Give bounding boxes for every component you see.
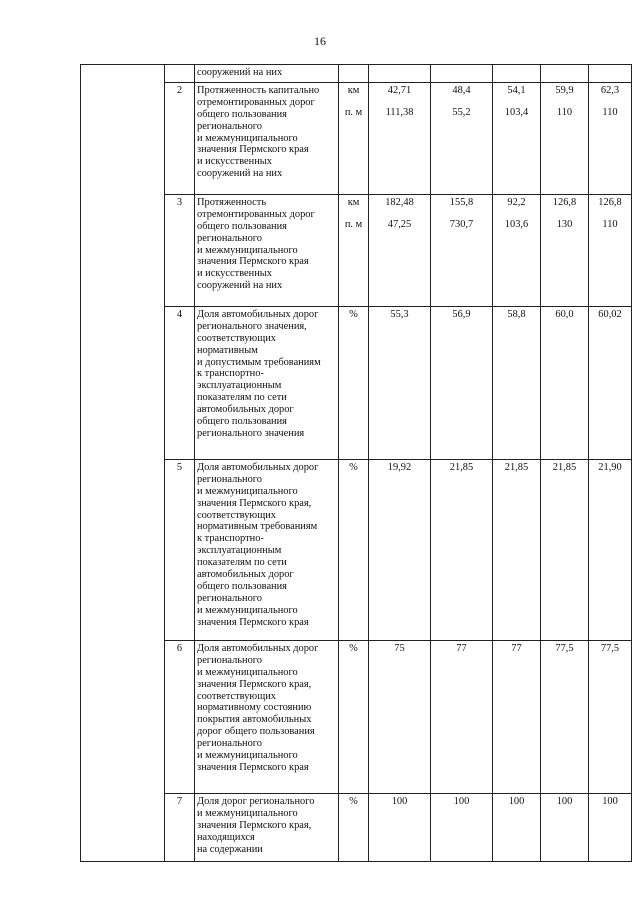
cell-value: 42,71 — [387, 84, 412, 96]
cell-value: 92,2 — [507, 196, 526, 208]
value-cell — [431, 82, 493, 194]
description-line: на содержании — [197, 843, 263, 855]
value-cell — [589, 640, 632, 793]
value-cell — [589, 194, 632, 306]
unit-cell — [339, 459, 369, 640]
description-line: нормативным — [197, 344, 258, 356]
description-line: покрытия автомобильных — [197, 714, 312, 726]
value-cell — [541, 82, 589, 194]
cell-value: 77 — [456, 642, 467, 654]
cell-value: 54,1 — [507, 84, 526, 96]
value-cell — [589, 82, 632, 194]
cell-value: 59,9 — [555, 84, 574, 96]
indicator-description — [195, 194, 339, 306]
value-cell — [431, 306, 493, 459]
indicator-description — [195, 82, 339, 194]
description-line: Доля дорог регионального — [197, 795, 315, 807]
description-line: значения Пермского края — [197, 144, 309, 156]
description-line: общего пользования — [197, 220, 287, 232]
description-line: показателям по сети — [197, 557, 287, 569]
cell-value: 55,3 — [390, 308, 409, 320]
description-line: и межмуниципального — [197, 666, 298, 678]
value-cell — [589, 459, 632, 640]
value-cell — [541, 194, 589, 306]
row-number: 5 — [165, 459, 195, 640]
value-cell — [369, 793, 431, 861]
value-cell — [369, 306, 431, 459]
cell-value: 77 — [511, 642, 522, 654]
description-line: Доля автомобильных дорог — [197, 308, 319, 320]
description-line: и межмуниципального — [197, 750, 298, 762]
description-line: Доля автомобильных дорог — [197, 642, 319, 654]
indicators-table — [80, 64, 632, 862]
description-line: соответствующих — [197, 690, 276, 702]
cell-value: 21,85 — [552, 461, 577, 473]
description-line: значения Пермского края, — [197, 497, 312, 509]
cell-value: 60,02 — [598, 308, 622, 320]
description-line: и допустимым требованиям — [197, 356, 321, 368]
cell-value: 75 — [394, 642, 405, 654]
description-line: к транспортно- — [197, 533, 264, 545]
description-line: и межмуниципального — [197, 604, 298, 616]
unit-label: км — [347, 84, 360, 96]
cell-value: 110 — [556, 106, 573, 118]
value-cell — [369, 194, 431, 306]
cell-value: 155,8 — [449, 196, 474, 208]
cell-value: 60,0 — [555, 308, 574, 320]
indicator-description — [195, 793, 339, 861]
value-cell — [541, 65, 589, 83]
description-line: дорог общего пользования — [197, 726, 315, 738]
row-number: 6 — [165, 640, 195, 793]
description-line: регионального — [197, 232, 262, 244]
unit-cell — [339, 306, 369, 459]
cell-value: 21,90 — [598, 461, 622, 473]
cell-value: 126,8 — [598, 196, 622, 208]
description-line: общего пользования — [197, 416, 287, 428]
description-line: сооружений на них — [197, 168, 283, 180]
description-line: регионального значения, — [197, 320, 307, 332]
row-number: 7 — [165, 793, 195, 861]
unit-cell — [339, 793, 369, 861]
indicator-description — [195, 65, 339, 83]
indicator-description — [195, 459, 339, 640]
cell-value: 56,9 — [452, 308, 471, 320]
unit-label: п. м — [344, 106, 363, 118]
description-line: автомобильных дорог — [197, 569, 294, 581]
description-line: регионального — [197, 473, 262, 485]
description-line: значения Пермского края, — [197, 819, 312, 831]
unit-label: км — [347, 196, 360, 208]
description-line: сооружений на них — [197, 67, 283, 78]
cell-value: 77,5 — [600, 642, 620, 654]
value-cell — [431, 793, 493, 861]
unit-cell — [339, 194, 369, 306]
description-line: отремонтированных дорог — [197, 208, 315, 220]
description-line: и межмуниципального — [197, 807, 298, 819]
value-cell — [431, 194, 493, 306]
description-line: соответствующих — [197, 509, 276, 521]
description-line: регионального — [197, 592, 262, 604]
table-body — [81, 65, 632, 862]
description-line: регионального — [197, 738, 262, 750]
value-cell — [369, 640, 431, 793]
description-line: сооружений на них — [197, 280, 283, 292]
unit-cell — [339, 640, 369, 793]
unit-label: % — [349, 642, 358, 654]
description-line: и межмуниципального — [197, 132, 298, 144]
cell-value: 47,25 — [387, 218, 412, 230]
empty-left-cell — [81, 65, 165, 862]
description-line: общего пользования — [197, 580, 287, 592]
description-line: эксплуатационным — [197, 545, 282, 557]
row-number: 2 — [165, 82, 195, 194]
value-cell — [541, 640, 589, 793]
description-line: и межмуниципального — [197, 244, 298, 256]
unit-label: % — [349, 461, 358, 473]
cell-value: 21,85 — [504, 461, 529, 473]
description-line: регионального — [197, 654, 262, 666]
value-cell — [431, 459, 493, 640]
cell-value: 130 — [556, 218, 573, 230]
description-line: и искусственных — [197, 268, 272, 280]
value-cell — [493, 82, 541, 194]
value-cell — [369, 82, 431, 194]
description-line: нормативному состоянию — [197, 702, 312, 714]
cell-value: 100 — [602, 795, 618, 807]
description-line: Протяженность — [197, 196, 267, 208]
description-line: Протяженность капитально — [197, 84, 320, 96]
value-cell — [589, 306, 632, 459]
cell-value: 55,2 — [452, 106, 471, 118]
unit-label: % — [349, 795, 358, 807]
description-line: значения Пермского края, — [197, 678, 312, 690]
value-cell — [493, 640, 541, 793]
cell-value: 111,38 — [385, 106, 414, 118]
description-line: автомобильных дорог — [197, 404, 294, 416]
value-cell — [493, 194, 541, 306]
cell-value: 21,85 — [449, 461, 474, 473]
value-cell — [493, 459, 541, 640]
value-cell — [493, 306, 541, 459]
cell-value: 100 — [508, 795, 525, 807]
cell-value: 19,92 — [387, 461, 412, 473]
unit-label: % — [349, 308, 358, 320]
cell-value: 100 — [556, 795, 573, 807]
value-cell — [589, 65, 632, 83]
indicator-description — [195, 306, 339, 459]
value-cell — [541, 459, 589, 640]
value-cell — [369, 459, 431, 640]
value-cell — [589, 793, 632, 861]
page-number: 16 — [314, 34, 326, 48]
description-line: и искусственных — [197, 156, 272, 168]
cell-value: 103,4 — [504, 106, 529, 118]
description-line: соответствующих — [197, 332, 276, 344]
description-line: эксплуатационным — [197, 380, 282, 392]
indicator-description — [195, 640, 339, 793]
value-cell — [431, 640, 493, 793]
description-line: показателям по сети — [197, 392, 287, 404]
description-line: к транспортно- — [197, 368, 264, 380]
value-cell — [431, 65, 493, 83]
cell-value: 100 — [391, 795, 408, 807]
table-row — [81, 65, 632, 83]
cell-value: 103,6 — [504, 218, 529, 230]
unit-label: п. м — [344, 218, 363, 230]
value-cell — [541, 793, 589, 861]
cell-value: 182,48 — [385, 196, 414, 208]
unit-cell — [339, 65, 369, 83]
cell-value: 110 — [602, 106, 618, 118]
value-cell — [541, 306, 589, 459]
cell-value: 100 — [453, 795, 470, 807]
description-line: регионального — [197, 120, 262, 132]
description-line: значения Пермского края — [197, 616, 309, 628]
description-line: отремонтированных дорог — [197, 96, 315, 108]
description-line: регионального значения — [197, 427, 305, 439]
cell-value: 730,7 — [449, 218, 474, 230]
cell-value: 62,3 — [600, 84, 620, 96]
cell-value: 77,5 — [555, 642, 574, 654]
description-line: значения Пермского края — [197, 761, 309, 773]
description-line: Доля автомобильных дорог — [197, 461, 319, 473]
description-line: значения Пермского края — [197, 256, 309, 268]
unit-cell — [339, 82, 369, 194]
row-number: 4 — [165, 306, 195, 459]
description-line: находящихся — [197, 831, 255, 843]
description-line: нормативным требованиям — [197, 521, 318, 533]
cell-value: 58,8 — [507, 308, 526, 320]
row-number — [165, 65, 195, 83]
value-cell — [493, 793, 541, 861]
row-number: 3 — [165, 194, 195, 306]
description-line: и межмуниципального — [197, 485, 298, 497]
cell-value: 126,8 — [552, 196, 577, 208]
description-line: общего пользования — [197, 108, 287, 120]
value-cell — [493, 65, 541, 83]
value-cell — [369, 65, 431, 83]
cell-value: 110 — [602, 218, 618, 230]
cell-value: 48,4 — [452, 84, 471, 96]
